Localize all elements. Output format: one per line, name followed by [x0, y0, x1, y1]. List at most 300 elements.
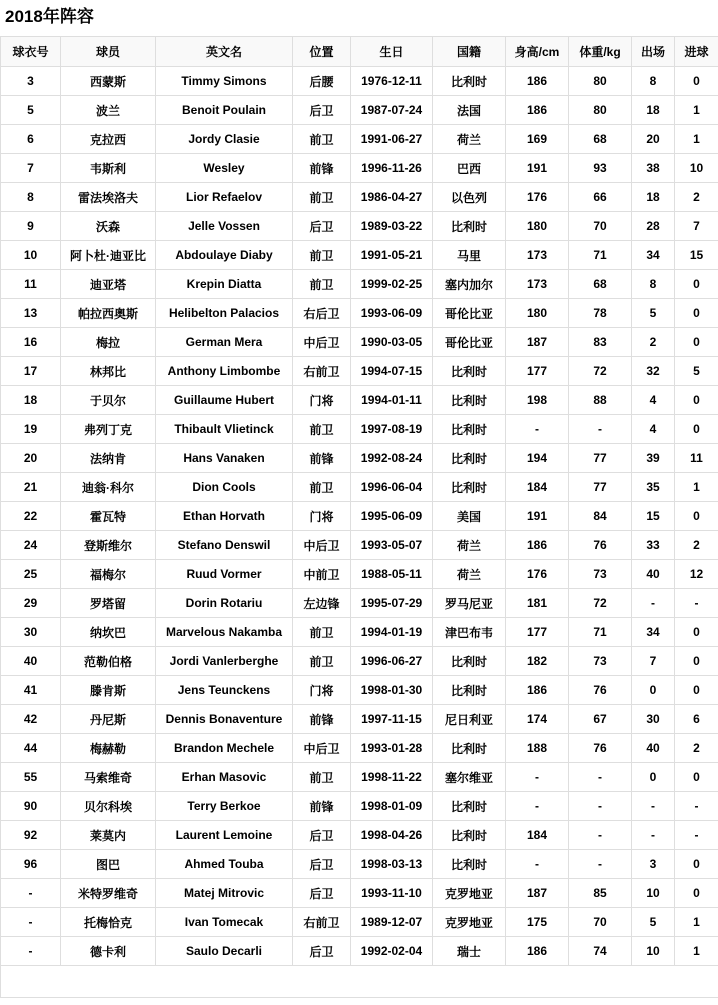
table-cell: 191: [506, 154, 569, 183]
table-cell: -: [569, 415, 632, 444]
table-cell: 18: [632, 96, 675, 125]
table-cell: 1976-12-11: [351, 67, 433, 96]
table-cell: 1989-12-07: [351, 908, 433, 937]
table-cell: -: [675, 589, 718, 618]
table-cell: 5: [632, 908, 675, 937]
table-cell: -: [569, 792, 632, 821]
table-cell: 66: [569, 183, 632, 212]
table-cell: 74: [569, 937, 632, 966]
table-cell: 瑞士: [433, 937, 506, 966]
table-cell: 1998-03-13: [351, 850, 433, 879]
table-cell: 罗马尼亚: [433, 589, 506, 618]
table-cell: 18: [632, 183, 675, 212]
column-header: 体重/kg: [569, 37, 632, 67]
table-cell: 1996-06-04: [351, 473, 433, 502]
table-cell: 2: [675, 734, 718, 763]
table-cell: -: [506, 792, 569, 821]
table-cell: Ruud Vormer: [156, 560, 293, 589]
table-cell: 尼日利亚: [433, 705, 506, 734]
table-cell: 173: [506, 270, 569, 299]
column-header: 生日: [351, 37, 433, 67]
table-cell: 梅拉: [61, 328, 156, 357]
table-cell: 后卫: [293, 850, 351, 879]
table-cell: 3: [632, 850, 675, 879]
table-cell: 美国: [433, 502, 506, 531]
table-cell: 塞尔维亚: [433, 763, 506, 792]
table-cell: 22: [1, 502, 61, 531]
table-cell: 前锋: [293, 792, 351, 821]
table-cell: 0: [675, 763, 718, 792]
table-cell: 17: [1, 357, 61, 386]
table-footer-row: [1, 966, 718, 998]
table-cell: -: [632, 792, 675, 821]
table-cell: 比利时: [433, 473, 506, 502]
table-cell: 1992-02-04: [351, 937, 433, 966]
table-cell: 1998-01-30: [351, 676, 433, 705]
table-cell: 30: [1, 618, 61, 647]
table-cell: 67: [569, 705, 632, 734]
table-cell: Helibelton Palacios: [156, 299, 293, 328]
table-cell: 169: [506, 125, 569, 154]
table-cell: -: [1, 879, 61, 908]
table-cell: 5: [632, 299, 675, 328]
table-cell: Terry Berkoe: [156, 792, 293, 821]
table-cell: -: [675, 821, 718, 850]
table-cell: 2: [632, 328, 675, 357]
table-cell: 1991-05-21: [351, 241, 433, 270]
table-cell: Ahmed Touba: [156, 850, 293, 879]
table-cell: 门将: [293, 386, 351, 415]
table-cell: 登斯维尔: [61, 531, 156, 560]
table-cell: 1993-05-07: [351, 531, 433, 560]
table-cell: 186: [506, 531, 569, 560]
table-cell: 6: [1, 125, 61, 154]
table-cell: 前卫: [293, 763, 351, 792]
table-cell: Stefano Denswil: [156, 531, 293, 560]
table-cell: 巴西: [433, 154, 506, 183]
table-cell: 194: [506, 444, 569, 473]
table-cell: 中前卫: [293, 560, 351, 589]
table-cell: Saulo Decarli: [156, 937, 293, 966]
table-cell: 9: [1, 212, 61, 241]
table-cell: 0: [632, 676, 675, 705]
table-cell: 后卫: [293, 96, 351, 125]
table-cell: Jordy Clasie: [156, 125, 293, 154]
table-cell: 韦斯利: [61, 154, 156, 183]
table-row: [1, 270, 718, 299]
table-cell: 174: [506, 705, 569, 734]
table-cell: 前卫: [293, 473, 351, 502]
table-cell: 25: [1, 560, 61, 589]
table-cell: 中后卫: [293, 328, 351, 357]
table-cell: 克拉西: [61, 125, 156, 154]
table-cell: 0: [675, 328, 718, 357]
table-cell: Laurent Lemoine: [156, 821, 293, 850]
table-cell: 85: [569, 879, 632, 908]
table-cell: 29: [1, 589, 61, 618]
table-cell: German Mera: [156, 328, 293, 357]
table-cell: 1995-06-09: [351, 502, 433, 531]
table-row: [1, 502, 718, 531]
table-cell: 1998-04-26: [351, 821, 433, 850]
table-cell: 5: [675, 357, 718, 386]
table-cell: 39: [632, 444, 675, 473]
table-cell: 比利时: [433, 212, 506, 241]
table-cell: 8: [1, 183, 61, 212]
table-row: [1, 357, 718, 386]
table-cell: 187: [506, 328, 569, 357]
table-cell: 滕肯斯: [61, 676, 156, 705]
table-cell: 塞内加尔: [433, 270, 506, 299]
table-cell: -: [506, 763, 569, 792]
table-cell: -: [632, 821, 675, 850]
table-cell: 波兰: [61, 96, 156, 125]
table-cell: 7: [675, 212, 718, 241]
table-cell: Marvelous Nakamba: [156, 618, 293, 647]
table-cell: 10: [632, 879, 675, 908]
table-cell: 72: [569, 589, 632, 618]
table-cell: 19: [1, 415, 61, 444]
table-cell: 比利时: [433, 792, 506, 821]
table-cell: 右后卫: [293, 299, 351, 328]
table-cell: 1986-04-27: [351, 183, 433, 212]
table-cell: 迪亚塔: [61, 270, 156, 299]
table-cell: 76: [569, 734, 632, 763]
table-cell: 比利时: [433, 444, 506, 473]
table-cell: -: [675, 792, 718, 821]
table-cell: 76: [569, 531, 632, 560]
table-cell: 1996-06-27: [351, 647, 433, 676]
table-cell: 0: [675, 618, 718, 647]
table-cell: 0: [675, 879, 718, 908]
table-cell: 176: [506, 183, 569, 212]
table-cell: 42: [1, 705, 61, 734]
table-cell: 180: [506, 299, 569, 328]
table-cell: 纳坎巴: [61, 618, 156, 647]
table-cell: -: [569, 821, 632, 850]
table-cell: 霍瓦特: [61, 502, 156, 531]
table-cell: 44: [1, 734, 61, 763]
table-cell: Jens Teunckens: [156, 676, 293, 705]
table-body: [1, 67, 718, 966]
table-cell: 莱莫内: [61, 821, 156, 850]
table-cell: 比利时: [433, 647, 506, 676]
table-cell: 1988-05-11: [351, 560, 433, 589]
table-cell: 右前卫: [293, 908, 351, 937]
table-cell: 0: [675, 850, 718, 879]
table-cell: 1993-01-28: [351, 734, 433, 763]
table-row: [1, 154, 718, 183]
table-row: [1, 67, 718, 96]
table-cell: 198: [506, 386, 569, 415]
table-cell: 177: [506, 618, 569, 647]
table-cell: 1: [675, 908, 718, 937]
table-row: [1, 734, 718, 763]
table-cell: 72: [569, 357, 632, 386]
table-cell: Dion Cools: [156, 473, 293, 502]
table-cell: 前卫: [293, 241, 351, 270]
table-cell: 比利时: [433, 850, 506, 879]
table-cell: 1: [675, 473, 718, 502]
table-row: [1, 473, 718, 502]
table-row: [1, 125, 718, 154]
table-row: [1, 647, 718, 676]
table-cell: 1989-03-22: [351, 212, 433, 241]
table-cell: 1994-01-19: [351, 618, 433, 647]
table-cell: 法国: [433, 96, 506, 125]
table-cell: 10: [1, 241, 61, 270]
table-cell: 173: [506, 241, 569, 270]
table-cell: 77: [569, 473, 632, 502]
table-row: [1, 241, 718, 270]
table-cell: 福梅尔: [61, 560, 156, 589]
table-cell: 32: [632, 357, 675, 386]
table-cell: 沃森: [61, 212, 156, 241]
table-cell: -: [569, 850, 632, 879]
column-header: 球衣号: [1, 37, 61, 67]
table-cell: 70: [569, 908, 632, 937]
table-cell: 177: [506, 357, 569, 386]
table-cell: 186: [506, 67, 569, 96]
table-cell: 10: [632, 937, 675, 966]
table-cell: 0: [675, 386, 718, 415]
table-cell: 丹尼斯: [61, 705, 156, 734]
table-row: [1, 328, 718, 357]
table-cell: 20: [632, 125, 675, 154]
table-cell: 96: [1, 850, 61, 879]
table-cell: Hans Vanaken: [156, 444, 293, 473]
table-cell: 于贝尔: [61, 386, 156, 415]
table-cell: 克罗地亚: [433, 879, 506, 908]
table-cell: 180: [506, 212, 569, 241]
table-cell: 40: [632, 560, 675, 589]
table-cell: 马里: [433, 241, 506, 270]
table-cell: 1992-08-24: [351, 444, 433, 473]
table-row: [1, 937, 718, 966]
table-cell: 6: [675, 705, 718, 734]
table-cell: 73: [569, 560, 632, 589]
table-cell: 0: [675, 299, 718, 328]
table-cell: 马索维奇: [61, 763, 156, 792]
table-cell: 荷兰: [433, 125, 506, 154]
table-cell: 175: [506, 908, 569, 937]
table-cell: 德卡利: [61, 937, 156, 966]
table-cell: 24: [1, 531, 61, 560]
table-cell: 73: [569, 647, 632, 676]
table-cell: 前卫: [293, 618, 351, 647]
table-cell: 1998-11-22: [351, 763, 433, 792]
table-cell: 186: [506, 937, 569, 966]
table-row: [1, 444, 718, 473]
table-cell: 右前卫: [293, 357, 351, 386]
table-cell: 35: [632, 473, 675, 502]
table-cell: 中后卫: [293, 531, 351, 560]
table-cell: 哥伦比亚: [433, 299, 506, 328]
table-cell: 贝尔科埃: [61, 792, 156, 821]
table-cell: 11: [675, 444, 718, 473]
table-cell: 1987-07-24: [351, 96, 433, 125]
table-cell: 0: [675, 647, 718, 676]
column-header: 出场: [632, 37, 675, 67]
table-cell: 184: [506, 473, 569, 502]
table-cell: 4: [632, 386, 675, 415]
table-cell: Lior Refaelov: [156, 183, 293, 212]
table-cell: 93: [569, 154, 632, 183]
table-row: [1, 676, 718, 705]
table-cell: 克罗地亚: [433, 908, 506, 937]
table-cell: 1994-01-11: [351, 386, 433, 415]
table-row: [1, 705, 718, 734]
table-cell: Timmy Simons: [156, 67, 293, 96]
table-cell: 191: [506, 502, 569, 531]
table-cell: 13: [1, 299, 61, 328]
table-cell: 1993-11-10: [351, 879, 433, 908]
table-row: [1, 560, 718, 589]
table-cell: -: [1, 908, 61, 937]
table-row: [1, 908, 718, 937]
table-cell: 1993-06-09: [351, 299, 433, 328]
table-cell: 33: [632, 531, 675, 560]
table-cell: 2: [675, 531, 718, 560]
table-cell: 76: [569, 676, 632, 705]
table-cell: 20: [1, 444, 61, 473]
table-cell: 前卫: [293, 125, 351, 154]
table-cell: 55: [1, 763, 61, 792]
table-cell: 1999-02-25: [351, 270, 433, 299]
table-cell: 88: [569, 386, 632, 415]
table-cell: 184: [506, 821, 569, 850]
table-cell: 前锋: [293, 705, 351, 734]
table-cell: 1998-01-09: [351, 792, 433, 821]
table-cell: 70: [569, 212, 632, 241]
table-cell: 比利时: [433, 67, 506, 96]
table-cell: 西蒙斯: [61, 67, 156, 96]
table-cell: 前锋: [293, 444, 351, 473]
table-cell: Dorin Rotariu: [156, 589, 293, 618]
table-cell: 11: [1, 270, 61, 299]
table-cell: 10: [675, 154, 718, 183]
table-footer-cell: [1, 966, 718, 998]
table-cell: 1994-07-15: [351, 357, 433, 386]
table-cell: 41: [1, 676, 61, 705]
table-cell: 比利时: [433, 734, 506, 763]
table-cell: 28: [632, 212, 675, 241]
table-cell: 68: [569, 125, 632, 154]
table-cell: Jelle Vossen: [156, 212, 293, 241]
table-cell: Abdoulaye Diaby: [156, 241, 293, 270]
table-cell: 18: [1, 386, 61, 415]
table-cell: 0: [675, 67, 718, 96]
table-cell: 187: [506, 879, 569, 908]
table-cell: 1990-03-05: [351, 328, 433, 357]
table-cell: 83: [569, 328, 632, 357]
table-row: [1, 879, 718, 908]
table-cell: 林邦比: [61, 357, 156, 386]
table-row: [1, 821, 718, 850]
table-cell: 4: [632, 415, 675, 444]
table-row: [1, 618, 718, 647]
table-cell: 0: [675, 502, 718, 531]
table-cell: 后卫: [293, 821, 351, 850]
table-cell: 1991-06-27: [351, 125, 433, 154]
table-cell: 186: [506, 676, 569, 705]
table-cell: 71: [569, 618, 632, 647]
column-header: 球员: [61, 37, 156, 67]
squad-table: [0, 36, 718, 998]
table-cell: 前卫: [293, 415, 351, 444]
table-cell: 以色列: [433, 183, 506, 212]
table-cell: 帕拉西奥斯: [61, 299, 156, 328]
table-cell: Krepin Diatta: [156, 270, 293, 299]
table-cell: 托梅恰克: [61, 908, 156, 937]
table-cell: Guillaume Hubert: [156, 386, 293, 415]
table-cell: 78: [569, 299, 632, 328]
table-cell: 1995-07-29: [351, 589, 433, 618]
table-cell: 雷法埃洛夫: [61, 183, 156, 212]
table-cell: 16: [1, 328, 61, 357]
table-cell: Erhan Masovic: [156, 763, 293, 792]
table-cell: 186: [506, 96, 569, 125]
table-row: [1, 183, 718, 212]
table-cell: 荷兰: [433, 531, 506, 560]
table-cell: 图巴: [61, 850, 156, 879]
table-cell: 荷兰: [433, 560, 506, 589]
table-cell: 80: [569, 67, 632, 96]
table-cell: 181: [506, 589, 569, 618]
table-cell: 0: [675, 270, 718, 299]
table-cell: 34: [632, 241, 675, 270]
table-cell: 比利时: [433, 415, 506, 444]
table-cell: 71: [569, 241, 632, 270]
table-cell: Anthony Limbombe: [156, 357, 293, 386]
table-cell: 后卫: [293, 879, 351, 908]
table-cell: 0: [675, 415, 718, 444]
table-cell: 15: [632, 502, 675, 531]
table-cell: 哥伦比亚: [433, 328, 506, 357]
column-header: 英文名: [156, 37, 293, 67]
table-cell: 12: [675, 560, 718, 589]
table-cell: 40: [1, 647, 61, 676]
table-cell: 1: [675, 125, 718, 154]
table-cell: 77: [569, 444, 632, 473]
table-cell: 门将: [293, 676, 351, 705]
table-cell: 1: [675, 937, 718, 966]
table-cell: 比利时: [433, 357, 506, 386]
table-cell: 84: [569, 502, 632, 531]
table-row: [1, 589, 718, 618]
table-cell: 比利时: [433, 386, 506, 415]
table-cell: 法纳肯: [61, 444, 156, 473]
table-cell: 30: [632, 705, 675, 734]
table-row: [1, 299, 718, 328]
table-row: [1, 96, 718, 125]
table-cell: 0: [675, 676, 718, 705]
table-cell: 80: [569, 96, 632, 125]
table-cell: 前卫: [293, 183, 351, 212]
table-cell: 34: [632, 618, 675, 647]
table-cell: 范勒伯格: [61, 647, 156, 676]
table-cell: 38: [632, 154, 675, 183]
table-cell: 182: [506, 647, 569, 676]
table-cell: Ethan Horvath: [156, 502, 293, 531]
table-cell: 后卫: [293, 937, 351, 966]
table-cell: 迪翁·科尔: [61, 473, 156, 502]
table-cell: 1997-08-19: [351, 415, 433, 444]
table-cell: 1997-11-15: [351, 705, 433, 734]
table-cell: Jordi Vanlerberghe: [156, 647, 293, 676]
table-cell: 15: [675, 241, 718, 270]
table-cell: Matej Mitrovic: [156, 879, 293, 908]
